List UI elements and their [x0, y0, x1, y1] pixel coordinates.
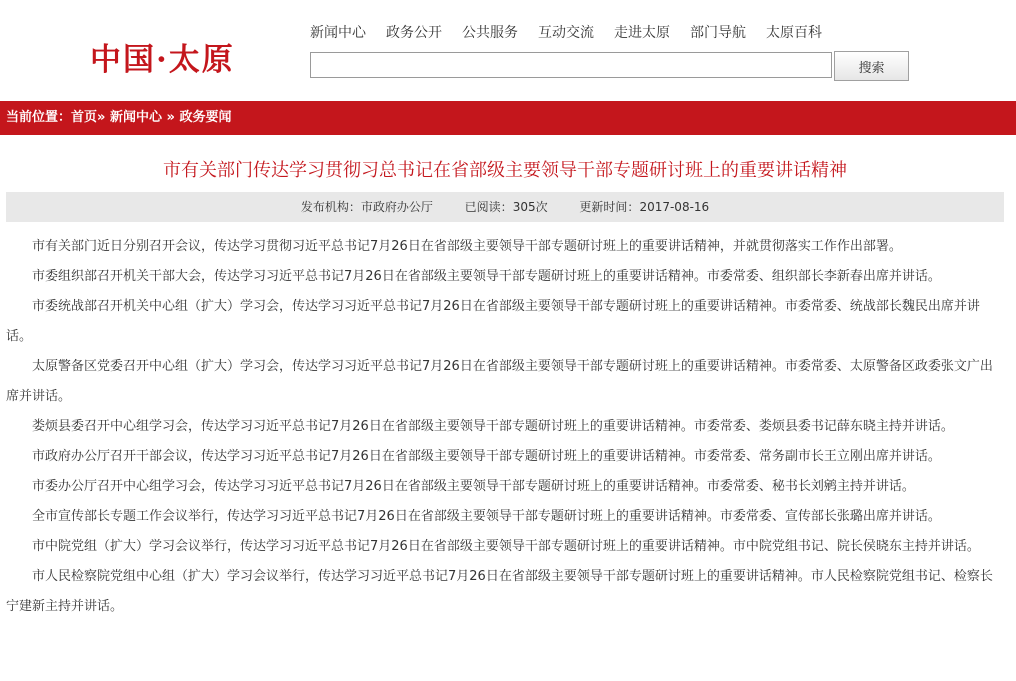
article-body: [6, 232, 1002, 622]
site-logo[interactable]: 中国·太原: [90, 42, 235, 78]
nav-item-interaction[interactable]: 互动交流: [538, 25, 594, 41]
article-meta: [6, 192, 1004, 222]
article-paragraph: 市委办公厅召开中心组学习会，传达学习习近平总书记7月26日在省部级主要领导干部专题研讨班上的重要讲话精神。市委常委、秘书长刘鹓主持并讲话。: [32, 479, 915, 494]
article-paragraph: 市委统战部召开机关中心组（扩大）学习会，传达学习习近平总书记7月26日在省部级主要领导干部专题研讨班上的重要讲话精神。市委常委、统战部长魏民出席并讲话。: [6, 299, 980, 344]
article-paragraph: 市有关部门近日分别召开会议，传达学习贯彻习近平总书记7月26日在省部级主要领导干部专题研讨班上的重要讲话精神，并就贯彻落实工作作出部署。: [32, 239, 902, 254]
main-nav: [310, 22, 822, 42]
article-title: 市有关部门传达学习贯彻习总书记在省部级主要领导干部专题研讨班上的重要讲话精神: [163, 160, 847, 181]
site-header: [0, 0, 1016, 100]
meta-views-label: 已阅读：: [464, 200, 513, 214]
nav-item-public-services[interactable]: 公共服务: [462, 25, 518, 41]
article-paragraph: 市政府办公厅召开干部会议，传达学习习近平总书记7月26日在省部级主要领导干部专题研讨班上的重要讲话精神。市委常委、常务副市长王立刚出席并讲话。: [32, 449, 941, 464]
meta-updated: [579, 200, 709, 214]
nav-item-news-center[interactable]: 新闻中心: [310, 25, 366, 41]
meta-views-value: 305次: [512, 200, 548, 214]
breadcrumb-prefix: 当前位置：: [6, 110, 72, 125]
article-paragraph: 市中院党组（扩大）学习会议举行，传达学习习近平总书记7月26日在省部级主要领导干部专题研讨班上的重要讲话精神。市中院党组书记、院长侯晓东主持并讲话。: [32, 539, 980, 554]
meta-updated-value: 2017-08-16: [639, 200, 710, 214]
meta-updated-label: 更新时间：: [579, 200, 640, 214]
search-button[interactable]: 搜索: [834, 51, 909, 81]
nav-item-about-taiyuan[interactable]: 走进太原: [614, 25, 670, 41]
meta-publisher-value: 市政府办公厅: [360, 200, 433, 214]
breadcrumb-home[interactable]: 首页: [71, 110, 98, 125]
breadcrumb-news-center[interactable]: 新闻中心: [109, 110, 162, 125]
meta-views: [465, 200, 548, 214]
search-input[interactable]: [310, 52, 832, 78]
article-paragraph: 全市宣传部长专题工作会议举行，传达学习习近平总书记7月26日在省部级主要领导干部专题研讨班上的重要讲话精神。市委常委、宣传部长张璐出席并讲话。: [32, 509, 941, 524]
article-paragraph: 市人民检察院党组中心组（扩大）学习会议举行，传达学习习近平总书记7月26日在省部级主要领导干部专题研讨班上的重要讲话精神。市人民检察院党组书记、检察长宁建新主持并讲话。: [6, 569, 993, 614]
breadcrumb-separator: »: [97, 110, 106, 125]
breadcrumb: [0, 101, 1016, 135]
nav-item-taiyuan-encyclopedia[interactable]: 太原百科: [766, 25, 822, 41]
nav-item-department-navigation[interactable]: 部门导航: [690, 25, 746, 41]
meta-publisher-label: 发布机构：: [300, 200, 361, 214]
article-paragraph: 太原警备区党委召开中心组（扩大）学习会，传达学习习近平总书记7月26日在省部级主要领导干部专题研讨班上的重要讲话精神。市委常委、太原警备区政委张文广出席并讲话。: [6, 359, 993, 404]
article-paragraph: 娄烦县委召开中心组学习会，传达学习习近平总书记7月26日在省部级主要领导干部专题研讨班上的重要讲话精神。市委常委、娄烦县委书记薛东晓主持并讲话。: [32, 419, 954, 434]
meta-publisher: [301, 200, 433, 214]
breadcrumb-separator: »: [166, 110, 175, 125]
nav-item-government-affairs[interactable]: 政务公开: [386, 25, 442, 41]
article-paragraph: 市委组织部召开机关干部大会，传达学习习近平总书记7月26日在省部级主要领导干部专题研讨班上的重要讲话精神。市委常委、组织部长李新春出席并讲话。: [32, 269, 941, 284]
breadcrumb-current: 政务要闻: [179, 110, 232, 125]
